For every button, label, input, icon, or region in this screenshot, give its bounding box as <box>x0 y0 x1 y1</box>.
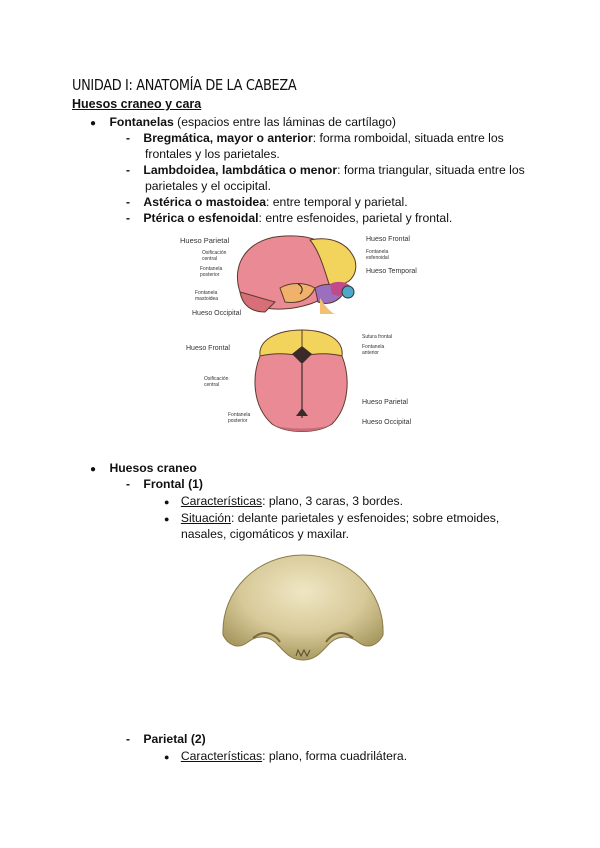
parietal-label: Parietal (2) <box>143 732 206 746</box>
term: Características <box>180 494 263 508</box>
label-fontanela-posterior: Fontanela posterior <box>200 266 223 278</box>
dash-icon: - <box>126 195 130 209</box>
label-osificacion-central-top: Osificación central <box>204 376 229 388</box>
bullet-icon: ● <box>90 118 97 129</box>
desc: : entre esfenoides, parietal y frontal. <box>258 211 453 225</box>
bullet-icon: ● <box>164 497 170 507</box>
bullet-icon: ● <box>164 514 170 524</box>
desc: : delante parietales y esfenoides; sobre etmoides, <box>230 511 500 525</box>
dash-icon: - <box>126 131 130 145</box>
label-fontanela-posterior-top: Fontanela posterior <box>228 412 251 424</box>
lateral-skull-figure <box>180 232 430 320</box>
top-skull-figure <box>182 326 432 436</box>
frontal-situacion-cont: nasales, cigomáticos y maxilar. <box>181 527 349 541</box>
desc: : plano, forma cuadrilátera. <box>262 749 408 763</box>
desc: : entre temporal y parietal. <box>266 195 408 209</box>
dash-icon: - <box>126 211 130 225</box>
frontal-label: Frontal (1) <box>143 477 203 491</box>
label-hueso-parietal-top: Hueso Parietal <box>362 399 408 406</box>
label-fontanela-mastoidea: Fontanela mastoidea <box>195 290 219 302</box>
dash-icon: - <box>126 732 130 746</box>
label-hueso-frontal-top: Hueso Frontal <box>186 345 230 352</box>
fontanela-lambdoidea <box>126 162 525 178</box>
huesos-craneo-label: Huesos craneo <box>109 461 197 475</box>
fontanela-lambdoidea-cont: parietales y el occipital. <box>145 179 271 193</box>
label-hueso-occipital-top: Hueso Occipital <box>362 419 412 426</box>
label-hueso-temporal: Hueso Temporal <box>366 268 417 275</box>
bullet-icon: ● <box>164 752 170 762</box>
page-title: UNIDAD I: ANATOMÍA DE LA CABEZA <box>72 76 297 94</box>
fontanela-pterica <box>126 210 452 226</box>
dash-icon: - <box>126 163 130 177</box>
frontal-situacion <box>164 510 499 527</box>
term: Situación <box>180 511 231 525</box>
term: Ptérica o esfenoidal <box>143 211 259 225</box>
label-sutura-frontal: Sutura frontal <box>362 334 393 340</box>
desc: : forma triangular, situada entre los <box>337 163 525 177</box>
bullet-icon: ● <box>90 464 97 475</box>
label-hueso-parietal: Hueso Parietal <box>180 236 230 245</box>
desc: : forma romboidal, situada entre los <box>312 131 504 145</box>
parietal-caracteristicas <box>164 748 407 765</box>
term: Lambdoidea, lambdática o menor <box>143 163 338 177</box>
label-hueso-occipital: Hueso Occipital <box>192 310 242 317</box>
section-heading: Huesos craneo y cara <box>72 97 202 111</box>
label-hueso-frontal: Hueso Frontal <box>366 236 410 243</box>
label-fontanela-esfenoidal: Fontanela esfenoidal <box>366 249 389 261</box>
label-fontanela-anterior: Fontanela anterior <box>362 344 385 356</box>
parietal-item <box>126 731 206 747</box>
fontanela-bregmatica <box>126 130 504 146</box>
fontanela-bregmatica-cont: frontales y los parietales. <box>145 147 280 161</box>
term: Bregmática, mayor o anterior <box>143 131 313 145</box>
term: Características <box>180 749 263 763</box>
frontal-item <box>126 476 203 492</box>
frontal-bone-illustration <box>218 550 388 665</box>
fontanelas-desc: (espacios entre las láminas de cartílago) <box>173 115 396 129</box>
term: Astérica o mastoidea <box>143 195 266 209</box>
dash-icon: - <box>126 477 130 491</box>
frontal-caracteristicas <box>164 493 403 510</box>
desc: : plano, 3 caras, 3 bordes. <box>262 494 404 508</box>
frontal-bone-image <box>218 550 388 665</box>
fontanelas-label: Fontanelas <box>109 115 174 129</box>
fontanela-asterica <box>126 194 408 210</box>
label-osificacion-central: Osificación central <box>202 250 227 262</box>
